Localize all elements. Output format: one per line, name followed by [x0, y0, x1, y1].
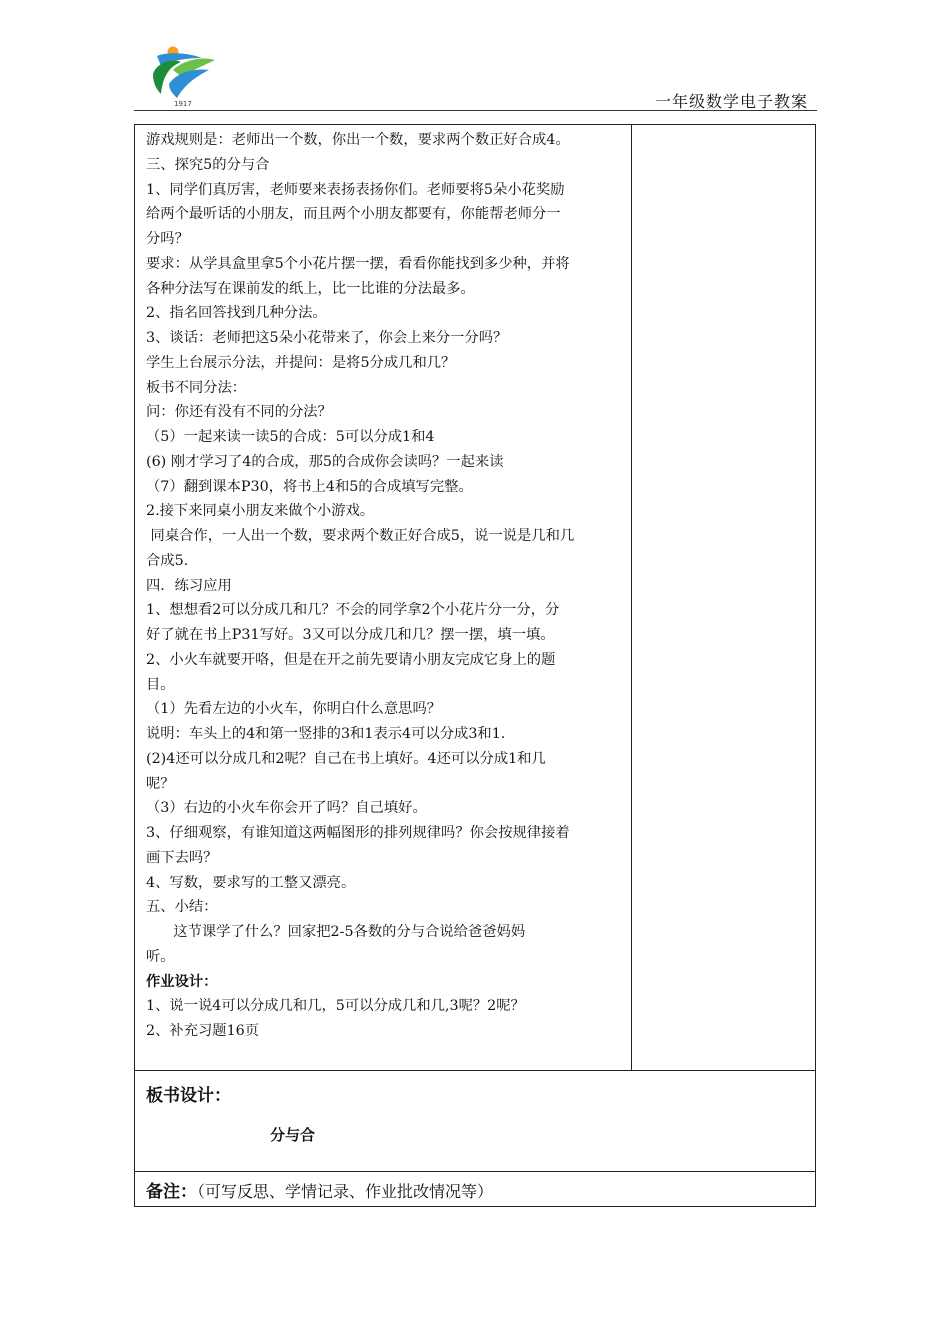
lesson-line: 作业设计： [146, 973, 218, 990]
board-design-row [135, 1071, 815, 1172]
lesson-line: 三、探究5的分与合 [146, 156, 270, 173]
notes-text: （可写反思、学情记录、作业批改情况等） [197, 1182, 494, 1201]
lesson-line: 说明：车头上的4和第一竖排的3和1表示4可以分成3和1. [146, 726, 506, 742]
lesson-line: 2、小火车就要开咯，但是在开之前先要请小朋友完成它身上的题 [146, 651, 556, 668]
lesson-line: 4、写数，要求写的工整又漂亮。 [146, 874, 356, 891]
lesson-line: 好了就在书上P31写好。3又可以分成几和几？摆一摆，填一填。 [146, 627, 555, 643]
lesson-line: 四．练习应用 [146, 577, 232, 594]
lesson-line: 各种分法写在课前发的纸上，比一比谁的分法最多。 [146, 280, 475, 297]
notes-label: 备注： [146, 1182, 197, 1202]
lesson-line: 2、补充习题16页 [146, 1023, 260, 1039]
lesson-line: 五、小结： [146, 899, 218, 916]
lesson-line: 3、仔细观察，有谁知道这两幅图形的排列规律吗？你会按规律接着 [146, 825, 570, 841]
lesson-line: 板书不同分法： [146, 379, 247, 396]
board-design-content: 分与合 [270, 1126, 316, 1144]
lesson-line: (6) 刚才学习了4的合成，那5的合成你会读吗？一起来读 [146, 453, 504, 470]
lesson-line: （3）右边的小火车你会开了吗？自己填好。 [146, 800, 427, 817]
lesson-line: 给两个最听话的小朋友，而且两个小朋友都要有，你能帮老师分一 [146, 206, 561, 223]
lesson-line: 问：你还有没有不同的分法？ [146, 404, 332, 421]
notes-row [135, 1172, 815, 1206]
lesson-line: 同桌合作，一人出一个数，要求两个数正好合成5，说一说是几和几 [146, 528, 575, 544]
board-design-label: 板书设计： [146, 1086, 231, 1106]
lesson-line: 3、谈话：老师把这5朵小花带来了，你会上来分一分吗？ [146, 330, 508, 346]
lesson-line: 1、同学们真厉害，老师要来表扬表扬你们。老师要将5朵小花奖励 [146, 181, 565, 198]
lesson-line: 2.接下来同桌小朋友来做个小游戏。 [146, 503, 375, 520]
lesson-line: 合成5. [146, 552, 189, 569]
lesson-line: 1、说一说4可以分成几和几，5可以分成几和几,3呢？2呢？ [146, 998, 525, 1015]
header-divider [134, 110, 817, 111]
lesson-line: (2)4还可以分成几和2呢？自己在书上填好。4还可以分成1和几 [146, 750, 546, 767]
lesson-line: （7）翻到课本P30，将书上4和5的合成填写完整。 [146, 478, 473, 495]
lesson-line: 这节课学了什么？回家把2-5各数的分与合说给爸爸妈妈 [146, 924, 526, 940]
lesson-line: 目。 [146, 676, 175, 693]
header-title: 一年级数学电子教案 [654, 92, 808, 111]
lesson-line: 学生上台展示分法，并提问：是将5分成几和几？ [146, 354, 456, 371]
margin-notes-cell [632, 125, 815, 1070]
lesson-line: 2、指名回答找到几种分法。 [146, 305, 327, 322]
lesson-line: （1）先看左边的小火车，你明白什么意思吗？ [146, 701, 442, 718]
lesson-table [134, 124, 816, 1207]
notes-line [146, 1177, 493, 1202]
lesson-line: 游戏规则是：老师出一个数，你出一个数，要求两个数正好合成4。 [146, 132, 570, 148]
lesson-line: 听。 [146, 948, 175, 965]
logo-emblem-icon [147, 44, 219, 110]
lesson-line: 1、想想看2可以分成几和几？不会的同学拿2个小花片分一分，分 [146, 602, 560, 619]
school-logo [147, 44, 219, 110]
lesson-line: （5）一起来读一读5的合成：5可以分成1和4 [146, 429, 435, 445]
lesson-line: 分吗？ [146, 231, 189, 247]
lesson-line: 要求：从学具盒里拿5个小花片摆一摆，看看你能找到多少种，并将 [146, 255, 570, 272]
lesson-line: 画下去吗？ [146, 849, 218, 866]
lesson-content-cell [135, 125, 632, 1070]
lesson-line: 呢？ [146, 775, 175, 792]
lesson-row [135, 125, 815, 1071]
logo-year: 1917 [174, 100, 192, 108]
